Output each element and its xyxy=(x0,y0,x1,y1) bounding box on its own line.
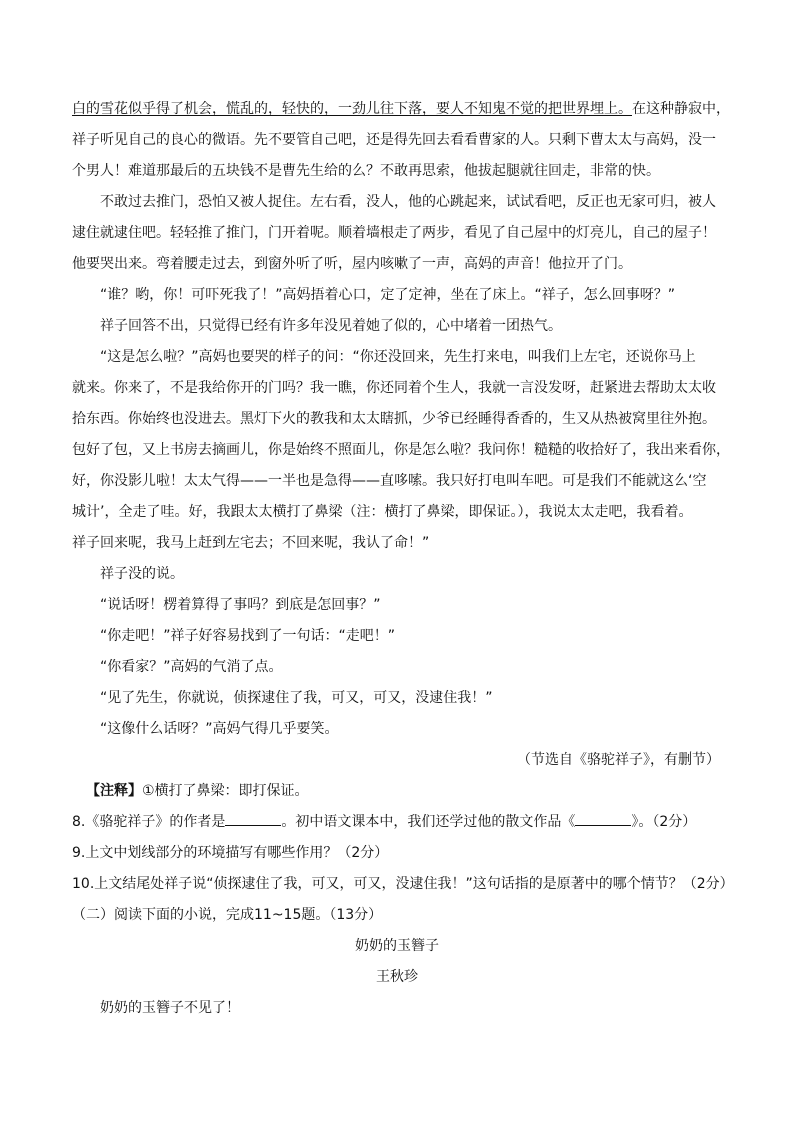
answer-blank-essay[interactable] xyxy=(575,811,631,826)
annotation-note xyxy=(72,780,722,802)
section-heading: （二）阅读下面的小说，完成11~15题。（13分） xyxy=(72,907,383,923)
question-10: 10.上文结尾处祥子说“侦探逮住了我，可又，可又，没逮住我！”这句话指的是原著中的哪个情节？（2分） xyxy=(72,876,734,892)
passage-line: 祥子听见自己的良心的微语。先不要管自己吧，还是得先回去看看曹家的人。只剩下曹太太与高妈，没一 xyxy=(72,132,716,148)
underlined-environment-description: 白的雪花似乎得了机会，慌乱的，轻快的，一劲儿往下落，要人不知鬼不觉的把世界埋上。 xyxy=(72,101,632,117)
passage-line: 祥子回来呢，我马上赶到左宅去；不回来呢，我认了命！” xyxy=(72,535,430,551)
passage-line: “这是怎么啦？”高妈也要哭的样子的问：“你还没回来，先生打来电，叫我们上左宅，还说你马上 xyxy=(100,349,696,365)
answer-blank-author[interactable] xyxy=(225,811,281,826)
passage-line: 城计’，全走了哇。好，我跟太太横打了鼻梁（注：横打了鼻梁，即保证。），我说太太走吧，我看着。 xyxy=(72,504,693,520)
note-text: ①横打了鼻梁：即打保证。 xyxy=(142,783,309,799)
story-title: 奶奶的玉簪子 xyxy=(355,938,439,954)
note-label: 【注释】 xyxy=(86,783,142,799)
passage-line: 逮住就逮住吧。轻轻推了推门，门开着呢。顺着墙根走了两步，看见了自己屋中的灯亮儿，自己的屋子！ xyxy=(72,225,716,241)
passage-line: 就来。你来了，不是我给你开的门吗？我一瞧，你还同着个生人，我就一言没发呀，赶紧进去帮助太太收 xyxy=(72,380,716,396)
passage-line: 祥子没的说。 xyxy=(100,566,184,582)
passage-line: “谁？哟，你！可吓死我了！”高妈捂着心口，定了定神，坐在了床上。“祥子，怎么回事呀？” xyxy=(100,287,676,303)
passage-line: “这像什么话呀？”高妈气得几乎要笑。 xyxy=(100,721,339,737)
story-first-line: 奶奶的玉簪子不见了！ xyxy=(100,1000,240,1016)
passage-line: “你看家？”高妈的气消了点。 xyxy=(100,659,283,675)
question-8: 8.《骆驼祥子》的作者是 。初中语文课本中，我们还学过他的散文作品《 》。（2分） xyxy=(72,811,722,833)
passage-line: 不敢过去推门，恐怕又被人捉住。左右看，没人，他的心跳起来，试试看吧，反正也无家可归，被人 xyxy=(100,194,716,210)
passage-line: “你走吧！”祥子好容易找到了一句话：“走吧！” xyxy=(100,628,396,644)
passage-line: 个男人！难道那最后的五块钱不是曹先生给的么？不敢再思索，他拔起腿就往回走，非常的快。 xyxy=(72,163,660,179)
question-9: 9.上文中划线部分的环境描写有哪些作用？（2分） xyxy=(72,845,389,861)
passage-line: 包好了包，又上书房去摘画儿，你是始终不照面儿，你是怎么啦？我问你！糙糙的收拾好了，我出来看你， xyxy=(72,442,730,458)
document-page xyxy=(72,98,734,1028)
passage-line: 拾东西。你始终也没进去。黑灯下火的教我和太太瞎抓，少爷已经睡得香香的，生又从热被窝里往外抱。 xyxy=(72,411,716,427)
passage-line: 祥子回答不出，只觉得已经有许多年没见着她了似的，心中堵着一团热气。 xyxy=(100,318,562,334)
passage-line: 白的雪花似乎得了机会，慌乱的，轻快的，一劲儿往下落，要人不知鬼不觉的把世界埋上。在这种静寂中， xyxy=(72,101,730,117)
passage-line: “说话呀！楞着算得了事吗？到底是怎回事？” xyxy=(100,597,381,613)
passage-line: 他要哭出来。弯着腰走过去，到窗外听了听，屋内咳嗽了一声，高妈的声音！他拉开了门。 xyxy=(72,256,632,272)
passage-line: “见了先生，你就说，侦探逮住了我，可又，可又，没逮住我！” xyxy=(100,690,493,706)
passage-source: （节选自《骆驼祥子》，有删节） xyxy=(517,752,720,768)
story-author: 王秋珍 xyxy=(376,969,418,985)
passage-line: 好，你没影儿啦！太太气得——一半也是急得——直哆嗦。我只好打电叫车吧。可是我们不能就这么‘空 xyxy=(72,473,707,489)
